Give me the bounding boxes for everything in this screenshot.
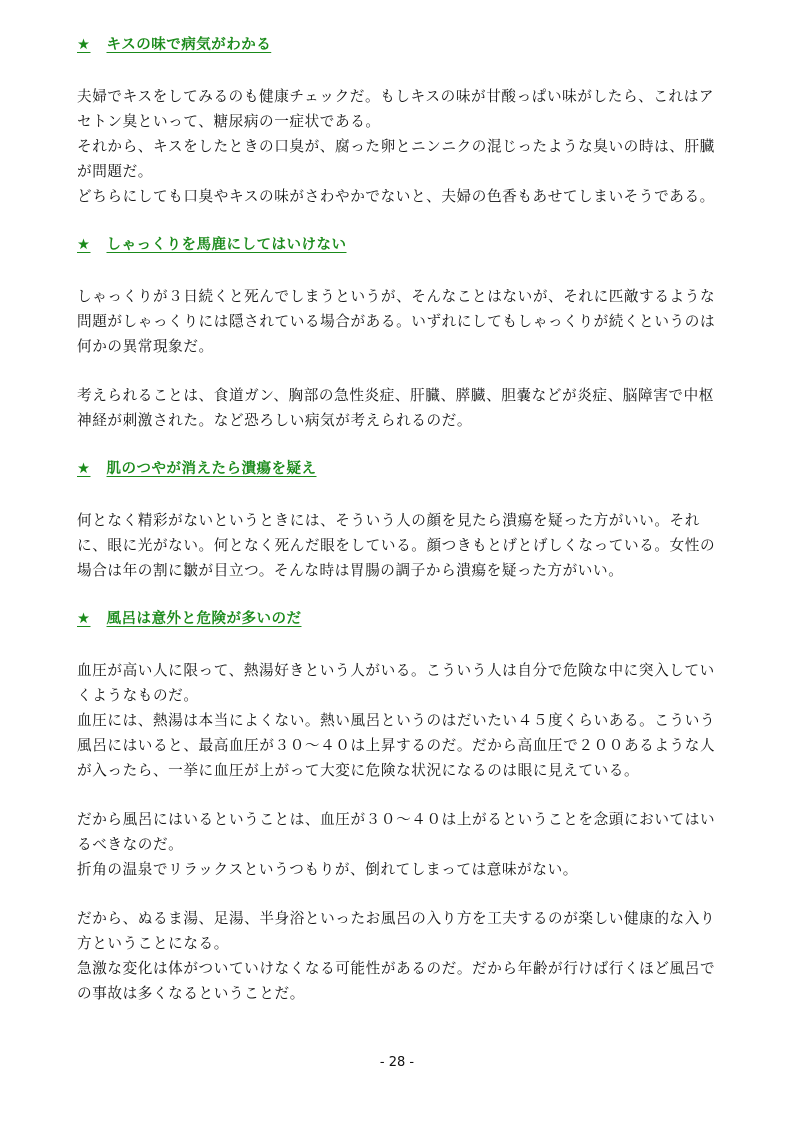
paragraph: だから、ぬるま湯、足湯、半身浴といったお風呂の入り方を工夫するのが楽しい健康的な入り方ということになる。: [77, 910, 716, 952]
section-skin-ulcer: [77, 454, 723, 583]
star-icon: ★: [77, 461, 91, 477]
section-heading: [77, 454, 317, 484]
section-hiccups: [77, 230, 723, 433]
section-bath-danger: [77, 604, 723, 1006]
paragraph: どちらにしても口臭やキスの味がさわやかでないと、夫婦の色香もあせてしまいそうである。: [77, 188, 715, 205]
section-heading-text: 風呂は意外と危険が多いのだ: [106, 611, 302, 627]
star-icon: ★: [77, 37, 91, 53]
section-heading: [77, 604, 302, 634]
section-heading-text: キスの味で病気がわかる: [106, 37, 272, 53]
star-icon: ★: [77, 237, 91, 253]
section-heading-text: しゃっくりを馬鹿にしてはいけない: [106, 237, 347, 253]
star-icon: ★: [77, 611, 91, 627]
section-heading: [77, 30, 271, 60]
section-heading-text: 肌のつやが消えたら潰瘍を疑え: [106, 461, 317, 477]
section-heading: [77, 230, 347, 260]
section-kiss-taste: [77, 30, 723, 209]
page-number: - 28 -: [379, 1055, 415, 1070]
paragraph: 考えられることは、食道ガン、胸部の急性炎症、肝臓、膵臓、胆嚢などが炎症、脳障害で中枢神経が刺激された。など恐ろしい病気が考えられるのだ。: [77, 387, 714, 429]
paragraph: 夫婦でキスをしてみるのも健康チェックだ。もしキスの味が甘酸っぱい味がしたら、これはアセトン臭といって、糖尿病の一症状である。: [77, 88, 715, 130]
paragraph: しゃっくりが３日続くと死んでしまうというが、そんなことはないが、それに匹敵するような問題がしゃっくりには隠されている場合がある。いずれにしてもしゃっくりが続くというのは何かの異常現象だ。: [77, 288, 716, 355]
paragraph: だから風呂にはいるということは、血圧が３０〜４０は上がるということを念頭においてはいるべきなのだ。: [77, 811, 716, 853]
paragraph: 血圧が高い人に限って、熱湯好きという人がいる。こういう人は自分で危険な中に突入していくようなものだ。: [77, 662, 715, 704]
paragraph: 何となく精彩がないというときには、そういう人の顔を見たら潰瘍を疑った方がいい。それに、眼に光がない。何となく死んだ眼をしている。顔つきもとげとげしくなっている。女性の場合は年の割に皺が目立つ。そんな時は胃腸の調子から潰瘍を疑った方がいい。: [77, 512, 716, 579]
paragraph: 血圧には、熱湯は本当によくない。熱い風呂というのはだいたい４５度くらいある。こういう風呂にはいると、最高血圧が３０〜４０は上昇するのだ。だから高血圧で２００あるような人が入ったら、一挙に血圧が上がって大変に危険な状況になるのは眼に見えている。: [77, 712, 716, 779]
page-content: [77, 30, 723, 1006]
paragraph: それから、キスをしたときの口臭が、腐った卵とニンニクの混じったような臭いの時は、肝臓が問題だ。: [77, 138, 715, 180]
paragraph: 折角の温泉でリラックスというつもりが、倒れてしまっては意味がない。: [77, 861, 578, 878]
paragraph: 急激な変化は体がついていけなくなる可能性があるのだ。だから年齢が行けば行くほど風呂での事故は多くなるということだ。: [77, 960, 716, 1002]
